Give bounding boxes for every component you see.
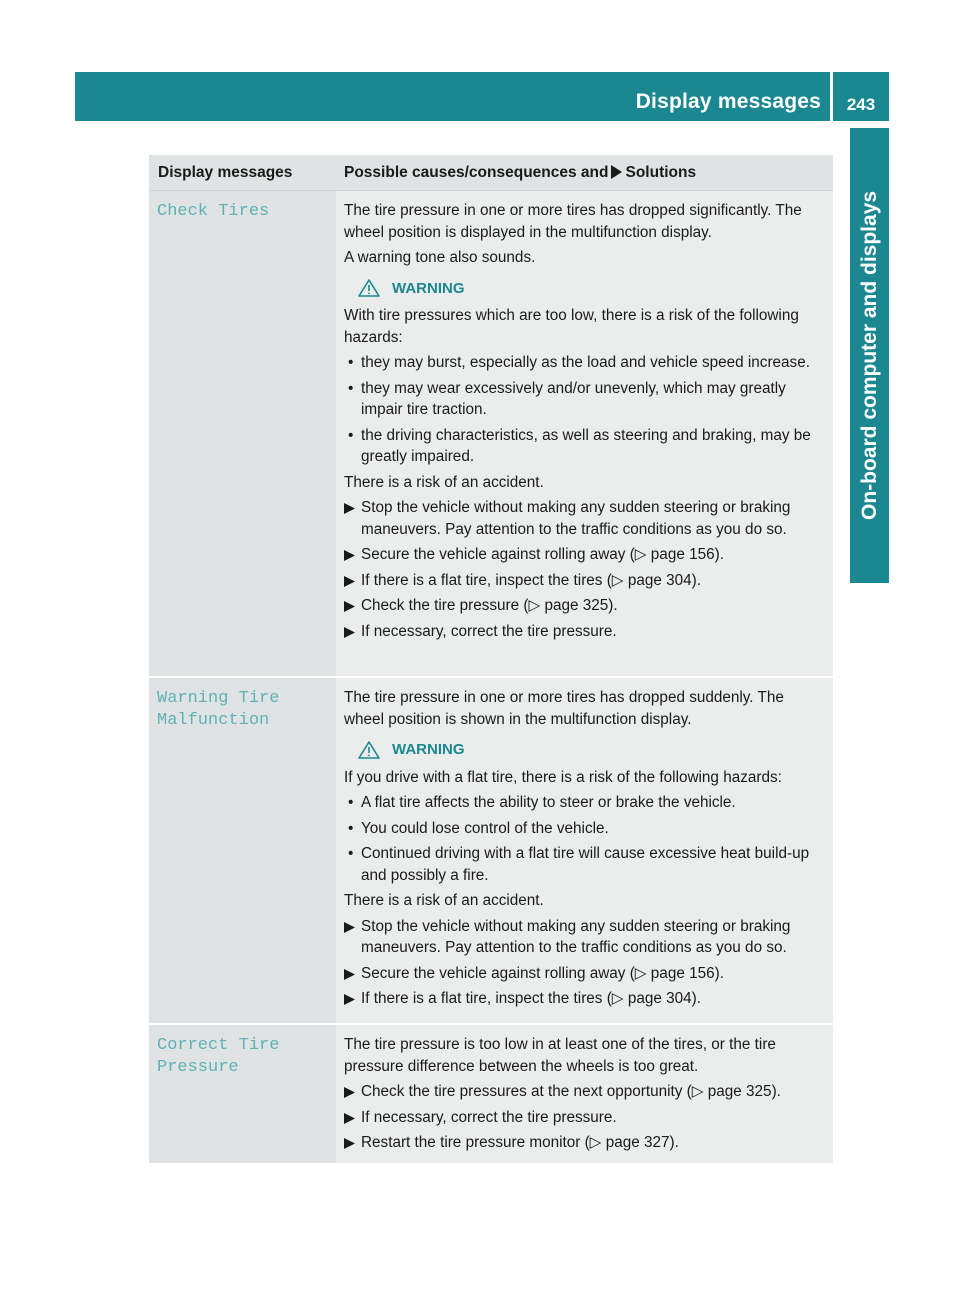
solution-step	[344, 621, 827, 643]
solution-step	[344, 916, 827, 959]
display-message: Correct Tire Pressure	[149, 1025, 336, 1163]
step-arrow-icon	[344, 576, 355, 587]
description-text: The tire pressure is too low in at least one of the tires, or the tire pressure difference between the wheels is too great.	[344, 1036, 776, 1075]
column-header-solutions-text: Solutions	[625, 164, 697, 181]
column-header-messages: Display messages	[158, 164, 293, 181]
warning-heading	[344, 739, 827, 761]
step-text: Secure the vehicle against rolling away (▷ page 156).	[361, 964, 724, 982]
table-row	[149, 191, 833, 676]
warning-text: With tire pressures which are too low, there is a risk of the following hazards:	[344, 307, 799, 346]
step-text: If there is a flat tire, inspect the tires (▷ page 304).	[361, 571, 701, 589]
message-details	[336, 191, 833, 676]
table-row	[149, 676, 833, 1023]
list-item: • A flat tire affects the ability to steer or brake the vehicle.	[344, 792, 827, 814]
step-arrow-icon	[344, 1138, 355, 1149]
column-header-causes-text: Possible causes/consequences and	[344, 164, 609, 181]
column-header-causes	[336, 155, 833, 190]
step-text: If there is a flat tire, inspect the tires (▷ page 304).	[361, 990, 701, 1007]
solution-step	[344, 595, 827, 617]
step-text: Check the tire pressures at the next opportunity (▷ page 325).	[361, 1083, 781, 1100]
message-details	[336, 678, 833, 1023]
step-arrow-icon	[344, 601, 355, 612]
list-item: • they may wear excessively and/or unevenly, which may greatly impair tire traction.	[344, 378, 827, 421]
warning-label: WARNING	[392, 741, 465, 758]
chapter-tab-label: On-board computer and displays	[858, 190, 881, 521]
step-text: Secure the vehicle against rolling away (▷ page 156).	[361, 546, 724, 563]
table-row	[149, 1023, 833, 1163]
step-arrow-icon	[344, 969, 355, 980]
solution-step	[344, 1132, 827, 1154]
step-arrow-icon	[344, 1087, 355, 1098]
display-messages-table	[149, 155, 833, 1163]
list-item: • they may burst, especially as the load and vehicle speed increase.	[344, 352, 827, 374]
step-arrow-icon	[344, 922, 355, 933]
warning-icon	[358, 741, 380, 759]
list-item: • the driving characteristics, as well as steering and braking, may be greatly impaired.	[344, 425, 827, 468]
step-text: If necessary, correct the tire pressure.	[361, 622, 617, 640]
step-text: Stop the vehicle without making any sudden steering or braking maneuvers. Pay attention to the traffic conditions as you do so.	[361, 917, 791, 956]
warning-heading	[344, 278, 827, 300]
solution-step	[344, 544, 827, 566]
solution-arrow-icon	[611, 165, 622, 179]
step-text: Restart the tire pressure monitor (▷ page 327).	[361, 1134, 679, 1151]
step-arrow-icon	[344, 994, 355, 1005]
description-text: The tire pressure in one or more tires has dropped suddenly. The wheel position is shown in the multifunction display.	[344, 689, 784, 728]
step-arrow-icon	[344, 503, 355, 514]
message-details	[336, 1025, 833, 1163]
solution-step	[344, 497, 827, 540]
solution-step	[344, 570, 827, 592]
display-message: Check Tires	[149, 191, 336, 676]
solution-step	[344, 988, 827, 1010]
step-text: If necessary, correct the tire pressure.	[361, 1108, 617, 1126]
warning-icon	[358, 279, 380, 297]
description-text: A warning tone also sounds.	[344, 249, 536, 266]
list-item: • You could lose control of the vehicle.	[344, 818, 827, 840]
page-number: 243	[846, 95, 876, 114]
step-text: Check the tire pressure (▷ page 325).	[361, 597, 618, 614]
warning-label: WARNING	[392, 279, 465, 297]
risk-text: There is a risk of an accident.	[344, 892, 544, 909]
section-title: Display messages	[635, 90, 821, 113]
step-text: Stop the vehicle without making any sudden steering or braking maneuvers. Pay attention to the traffic conditions as you do so.	[361, 499, 791, 538]
description-text: The tire pressure in one or more tires has dropped significantly. The wheel position is displayed in the multifunction display.	[344, 202, 802, 241]
display-message: Warning Tire Malfunction	[149, 678, 336, 1023]
solution-step	[344, 963, 827, 985]
step-arrow-icon	[344, 550, 355, 561]
warning-text: If you drive with a flat tire, there is a risk of the following hazards:	[344, 768, 782, 786]
table-header	[149, 155, 833, 191]
step-arrow-icon	[344, 627, 355, 638]
risk-text: There is a risk of an accident.	[344, 473, 544, 491]
list-item: • Continued driving with a flat tire will cause excessive heat build-up and possibly a fire.	[344, 843, 827, 886]
solution-step	[344, 1081, 827, 1103]
chapter-tab-marker	[850, 544, 889, 583]
solution-step	[344, 1107, 827, 1129]
step-arrow-icon	[344, 1113, 355, 1124]
page-header	[75, 72, 889, 121]
